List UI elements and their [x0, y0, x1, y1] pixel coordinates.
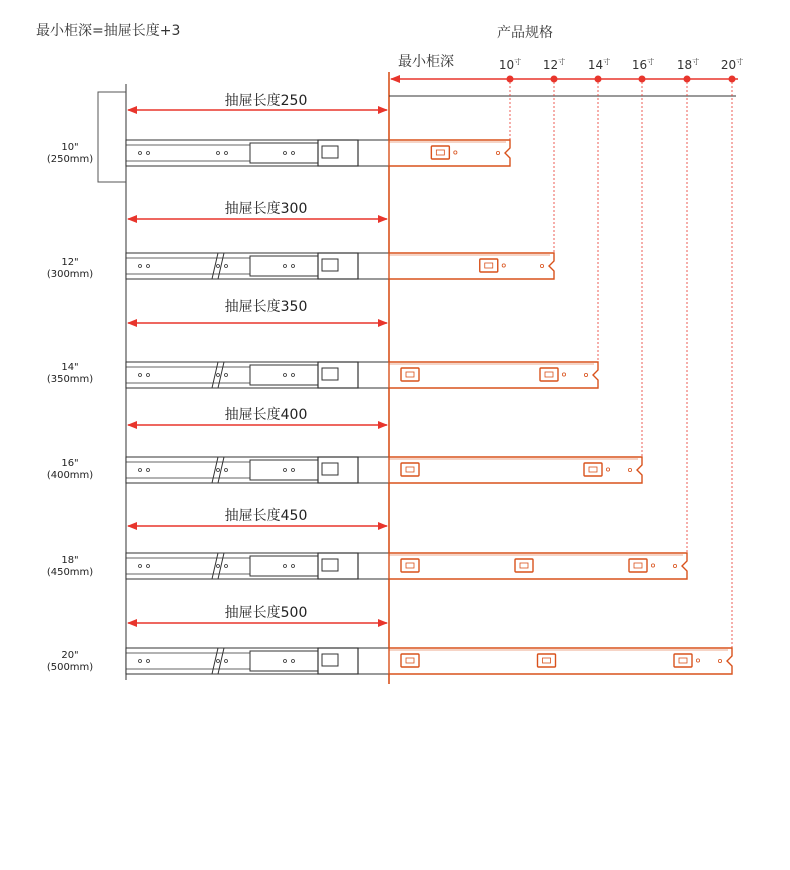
slide-middle-member	[250, 143, 320, 163]
spec-tick-16: $16^寸$	[631, 58, 655, 72]
slide-middle-member	[250, 460, 320, 480]
slide-middle-member	[250, 556, 320, 576]
spec-tick-18: $18^寸$	[676, 58, 700, 72]
slide-left-section-4	[126, 553, 389, 579]
drawer-length-label-500: 抽屉长度500	[224, 605, 308, 621]
slide-middle-member	[250, 256, 320, 276]
slide-left-section-0	[126, 140, 389, 166]
drawer-length-label-250: 抽屉长度250	[224, 93, 308, 109]
drawer-length-label-350: 抽屉长度350	[224, 299, 308, 315]
slide-extension-2	[389, 362, 598, 388]
size-label-16: 16" (400mm)	[46, 458, 94, 481]
slide-left-section-1	[126, 253, 389, 279]
slide-extension-5	[389, 648, 732, 674]
size-label-12: 12" (300mm)	[46, 257, 94, 280]
size-label-14: 14" (350mm)	[46, 362, 94, 385]
size-label-10: 10" (250mm)	[46, 142, 94, 165]
slide-extension-rail	[389, 253, 554, 279]
spec-tick-20: $20^寸$	[720, 58, 744, 72]
spec-dot-16	[639, 76, 646, 83]
size-label-18: 18" (450mm)	[46, 555, 94, 578]
spec-dot-18	[684, 76, 691, 83]
slide-extension-rail	[389, 362, 598, 388]
first-row-bracket	[98, 92, 126, 182]
slide-extension-rail	[389, 457, 642, 483]
slide-left-section-5	[126, 648, 389, 674]
slide-middle-member	[250, 651, 320, 671]
spec-dot-14	[595, 76, 602, 83]
spec-dot-20	[729, 76, 736, 83]
drawer-length-label-400: 抽屉长度400	[224, 407, 308, 423]
drawer-length-label-300: 抽屉长度300	[224, 201, 308, 217]
size-label-20: 20" (500mm)	[46, 650, 94, 673]
slide-extension-4	[389, 553, 687, 579]
slide-extension-0	[389, 140, 510, 166]
min-depth-label: 最小柜深	[398, 54, 454, 70]
drawer-length-label-450: 抽屉长度450	[224, 508, 308, 524]
slide-extension-1	[389, 253, 554, 279]
spec-dot-10	[507, 76, 514, 83]
slide-middle-member	[250, 365, 320, 385]
slide-left-section-2	[126, 362, 389, 388]
slide-extension-rail	[389, 648, 732, 674]
slide-extension-3	[389, 457, 642, 483]
spec-title: 产品规格	[497, 25, 553, 41]
slide-left-section-3	[126, 457, 389, 483]
spec-tick-12: $12^寸$	[542, 58, 566, 72]
spec-tick-10: $10^寸$	[498, 58, 522, 72]
spec-dot-12	[551, 76, 558, 83]
spec-tick-14: $14^寸$	[587, 58, 611, 72]
formula-text: 最小柜深=抽屉长度+3	[36, 23, 181, 39]
